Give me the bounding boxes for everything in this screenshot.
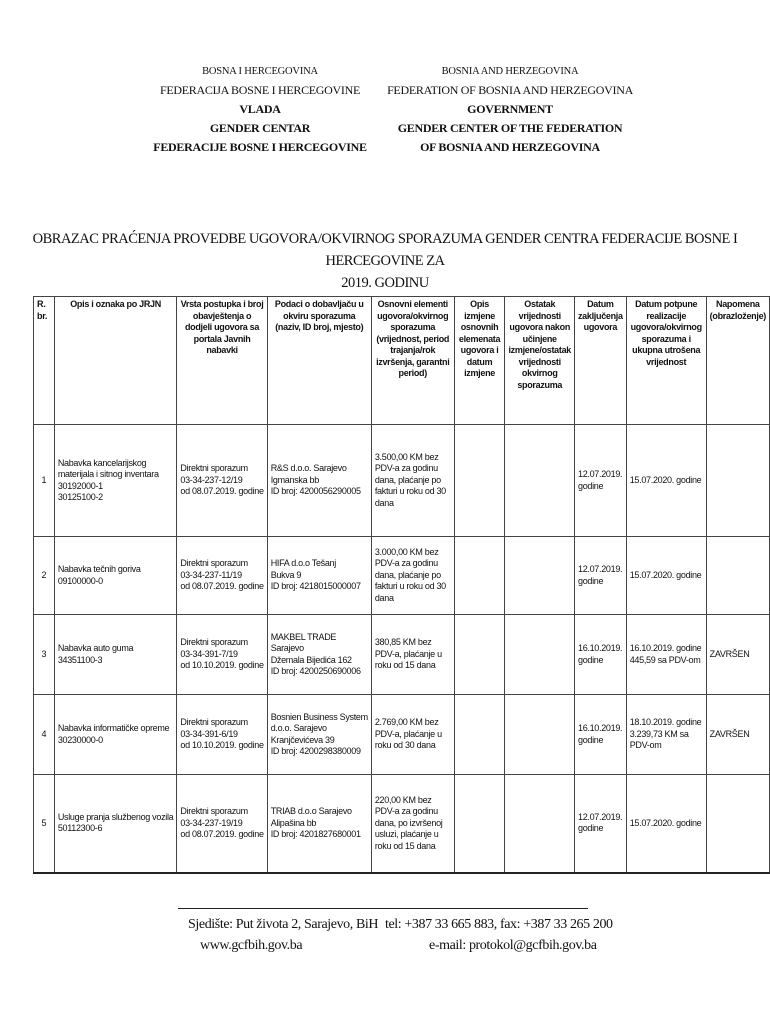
cell-ostatak	[505, 615, 575, 695]
table-row	[34, 775, 770, 873]
cell-realizacija	[626, 615, 706, 695]
cell-zakljucenje	[574, 537, 626, 615]
cell-rb: 5	[34, 775, 55, 873]
cell-line: 445,59 sa PDV-om	[629, 654, 701, 665]
cell-zakljucenje	[574, 695, 626, 775]
header-government-en: GOVERNMENT	[467, 102, 553, 116]
header-federation-bs: FEDERACIJA BOSNE I HERCEGOVINE	[159, 83, 360, 97]
cell-line: 03-34-391-6/19	[180, 728, 238, 739]
cell-line: godine	[577, 823, 604, 834]
header-bosnian	[150, 62, 370, 157]
cell-line: R&S d.o.o. Sarajevo	[270, 463, 347, 474]
cell-dobavljac	[267, 425, 371, 537]
header-cell-izmjene: Opis izmjene osnovnih elemenata ugovora i datum izmjene	[454, 297, 505, 425]
header-english	[385, 62, 635, 157]
cell-line: 18.10.2019. godine	[629, 717, 702, 728]
cell-line: Direktni sporazum	[180, 637, 248, 648]
cell-vrsta	[177, 537, 267, 615]
cell-line: Alipašina bb	[270, 817, 317, 828]
cell-ostatak	[505, 695, 575, 775]
table-row	[34, 695, 770, 775]
footer-phone: tel: +387 33 665 883, fax: +387 33 265 200	[385, 917, 613, 932]
header-institution-en: GENDER CENTER OF THE FEDERATION	[397, 121, 623, 135]
table-header-row	[34, 297, 770, 425]
cell-line: 34351100-3	[57, 654, 103, 665]
cell-line: Direktni sporazum	[180, 558, 248, 569]
cell-line: Kranjčevićeva 39	[270, 734, 335, 745]
cell-line: od 08.07.2019. godine	[180, 486, 264, 497]
cell-ostatak	[505, 425, 575, 537]
cell-elementi	[371, 695, 454, 775]
cell-elementi	[371, 775, 454, 873]
cell-elementi	[371, 615, 454, 695]
cell-napomena: ZAVRŠEN	[706, 695, 769, 775]
cell-line: 16.10.2019. godine	[629, 643, 702, 653]
cell-line: Bukva 9	[270, 569, 302, 580]
cell-opis	[54, 775, 177, 873]
cell-elementi	[371, 537, 454, 615]
header-country-en: BOSNIA AND HERZEGOVINA	[441, 66, 579, 77]
header-institution-bs-2: FEDERACIJE BOSNE I HERCEGOVINE	[153, 140, 367, 154]
cell-rb: 4	[34, 695, 55, 775]
cell-izmjene	[454, 775, 505, 873]
cell-line: 15.07.2020. godine	[629, 474, 702, 485]
footer-right	[385, 914, 613, 956]
cell-zakljucenje	[574, 615, 626, 695]
cell-line: MAKBEL TRADE	[270, 631, 337, 642]
header-federation-en: FEDERATION OF BOSNIA AND HERZEGOVINA	[387, 83, 633, 97]
footer-left	[188, 914, 388, 956]
cell-napomena	[706, 425, 769, 537]
cell-realizacija	[626, 775, 706, 873]
cell-line: godine	[577, 480, 604, 491]
header-cell-ostatak: Ostatak vrijednosti ugovora nakon učinjene izmjene/ostatak vrijednosti okvirnog sporazuma	[505, 297, 575, 425]
cell-napomena	[706, 775, 769, 873]
cell-dobavljac	[267, 537, 371, 615]
cell-line: HIFA d.o.o Tešanj	[270, 558, 336, 569]
cell-dobavljac	[267, 695, 371, 775]
header-cell-vrsta: Vrsta postupka i broj obavještenja o dodjeli ugovora sa portala Javnih nabavki	[177, 297, 267, 425]
cell-line: 12.07.2019.	[577, 811, 623, 822]
cell-izmjene	[454, 695, 505, 775]
cell-line: Direktni sporazum	[180, 463, 248, 474]
cell-opis	[54, 695, 177, 775]
cell-line: Direktni sporazum	[180, 717, 248, 728]
cell-line: 12.07.2019.	[577, 564, 623, 574]
cell-line: Nabavka tečnih goriva	[57, 564, 141, 574]
cell-line: ID broj: 4200250690006	[270, 666, 361, 676]
cell-rb: 3	[34, 615, 55, 695]
table-row	[34, 615, 770, 695]
header-cell-dobavljac: Podaci o dobavljaču u okviru sporazuma (naziv, ID broj, mjesto)	[267, 297, 371, 425]
footer-email-link[interactable]: e-mail: protokol@gcfbih.gov.ba	[429, 938, 597, 953]
cell-rb: 2	[34, 537, 55, 615]
header-cell-elementi: Osnovni elementi ugovora/okvirnog sporazuma (vrijednost, period trajanja/rok izvršenja, garantni period)	[371, 297, 454, 425]
document-header	[0, 62, 770, 162]
cell-realizacija	[626, 695, 706, 775]
document-title	[30, 228, 740, 294]
cell-vrsta	[177, 425, 267, 537]
cell-line: 50112300-6	[57, 823, 103, 834]
cell-realizacija	[626, 425, 706, 537]
footer-website-link[interactable]: www.gcfbih.gov.ba	[200, 938, 303, 953]
cell-line: 03-34-391-7/19	[180, 648, 238, 659]
cell-line: Nabavka kancelarijskog	[57, 457, 147, 468]
cell-line: 30192000-1	[57, 480, 103, 491]
table-row	[34, 425, 770, 537]
cell-line: 03-34-237-12/19	[180, 474, 243, 485]
cell-opis	[54, 425, 177, 537]
cell-line: 3.239,73 KM sa	[629, 728, 689, 739]
cell-napomena	[706, 537, 769, 615]
header-cell-rb: R. br.	[34, 297, 55, 425]
cell-line: Direktni sporazum	[180, 806, 248, 816]
cell-line: ID broj: 4218015000007	[270, 581, 361, 592]
table-row	[34, 537, 770, 615]
cell-line: od 10.10.2019. godine	[180, 740, 264, 751]
header-cell-opis: Opis i oznaka po JRJN	[54, 297, 177, 425]
cell-line: 30230000-0	[57, 734, 103, 745]
document-title-line-2: 2019. GODINU	[341, 275, 429, 291]
cell-zakljucenje	[574, 775, 626, 873]
cell-line: od 10.10.2019. godine	[180, 660, 264, 671]
cell-dobavljac	[267, 775, 371, 873]
cell-line: TRIAB d.o.o Sarajevo	[270, 806, 352, 816]
header-cell-zakljucenje: Datum zaključenja ugovora	[574, 297, 626, 425]
cell-line: 03-34-237-19/19	[180, 817, 243, 828]
cell-opis	[54, 537, 177, 615]
cell-napomena: ZAVRŠEN	[706, 615, 769, 695]
cell-line: Nabavka informatičke opreme	[57, 723, 170, 733]
header-cell-realizacija: Datum potpune realizacije ugovora/okvirnog sporazuma i ukupna utrošena vrijednost	[626, 297, 706, 425]
cell-text: 3.000,00 KM bez PDV-a za godinu dana, plaćanje po fakturi u roku od 30 dana	[374, 546, 446, 603]
cell-izmjene	[454, 615, 505, 695]
cell-text: 2.769,00 KM bez PDV-a, plaćanje u roku od 30 dana	[374, 717, 442, 751]
cell-vrsta	[177, 695, 267, 775]
header-cell-napomena: Napomena (obrazloženje)	[706, 297, 769, 425]
header-country-bs: BOSNA I HERCEGOVINA	[202, 66, 318, 77]
cell-line: Sarajevo	[270, 643, 304, 653]
cell-line: ID broj: 4200298380009	[270, 746, 361, 756]
cell-text: 220,00 KM bez PDV-a za godinu dana, po izvršenoj usluzi, plaćanje u roku od 15 dana	[374, 794, 443, 851]
cell-line: Bosnien Business System	[270, 711, 368, 722]
cell-line: 16.10.2019.	[577, 643, 623, 653]
cell-ostatak	[505, 537, 575, 615]
cell-elementi	[371, 425, 454, 537]
cell-line: 15.07.2020. godine	[629, 817, 702, 828]
header-government-bs: VLADA	[239, 102, 281, 116]
cell-line: 03-34-237-11/19	[180, 569, 242, 580]
header-institution-bs: GENDER CENTAR	[209, 121, 311, 135]
contracts-table	[33, 296, 770, 874]
cell-ostatak	[505, 775, 575, 873]
cell-line: godine	[577, 575, 604, 586]
cell-line: 12.07.2019.	[577, 469, 623, 479]
cell-dobavljac	[267, 615, 371, 695]
cell-line: od 08.07.2019. godine	[180, 581, 264, 592]
header-institution-en-2: OF BOSNIA AND HERZEGOVINA	[420, 140, 600, 154]
cell-line: Igmanska bb	[270, 474, 319, 485]
cell-line: 09100000-0	[57, 575, 103, 586]
cell-line: 16.10.2019.	[577, 723, 623, 733]
cell-izmjene	[454, 537, 505, 615]
cell-line: godine	[577, 654, 604, 665]
cell-text: 380,85 KM bez PDV-a, plaćanje u roku od 15 dana	[374, 637, 442, 671]
cell-line: d.o.o. Sarajevo	[270, 723, 327, 733]
cell-line: Usluge pranja službenog vozila	[57, 811, 174, 822]
cell-line: 30125100-2	[57, 492, 103, 502]
cell-line: PDV-om	[629, 740, 662, 751]
cell-line: ID broj: 4201827680001	[270, 829, 361, 839]
cell-line: materijala i sitnog inventara	[57, 469, 159, 479]
cell-line: Nabavka auto guma	[57, 643, 134, 653]
cell-opis	[54, 615, 177, 695]
cell-izmjene	[454, 425, 505, 537]
cell-rb: 1	[34, 425, 55, 537]
cell-line: 15.07.2020. godine	[629, 569, 702, 580]
cell-vrsta	[177, 775, 267, 873]
document-title-line-1: OBRAZAC PRAĆENJA PROVEDBE UGOVORA/OKVIRNOG SPORAZUMA GENDER CENTRA FEDERACIJE BOSNE I HERCEGOVINE ZA	[32, 231, 738, 269]
cell-vrsta	[177, 615, 267, 695]
cell-line: Džemala Bijedića 162	[270, 654, 352, 665]
footer-address: Sjedište: Put života 2, Sarajevo, BiH	[188, 917, 379, 932]
footer-divider	[178, 908, 588, 909]
cell-line: godine	[577, 734, 604, 745]
cell-realizacija	[626, 537, 706, 615]
cell-line: ID broj: 4200056290005	[270, 486, 361, 497]
cell-text: 3.500,00 KM bez PDV-a za godinu dana, plaćanje po fakturi u roku od 30 dana	[374, 451, 446, 508]
cell-zakljucenje	[574, 425, 626, 537]
cell-line: od 08.07.2019. godine	[180, 829, 264, 839]
